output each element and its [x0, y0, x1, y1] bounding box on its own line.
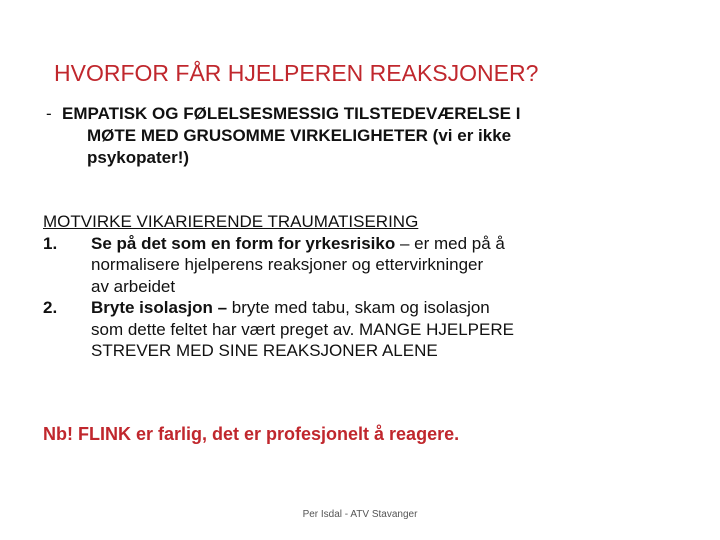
- intro-line: EMPATISK OG FØLELSESMESSIG TILSTEDEVÆRELSE I: [62, 104, 521, 123]
- bullet-dash: -: [46, 104, 52, 123]
- footer-credit: Per Isdal - ATV Stavanger: [302, 509, 418, 520]
- item-bold-text: Bryte isolasjon –: [91, 298, 228, 317]
- item-first-line: [91, 233, 663, 255]
- item-line: av arbeidet: [91, 276, 176, 296]
- item-line: som dette feltet har vært preget av. MANGE HJELPERE: [91, 319, 514, 339]
- item-text: bryte med tabu, skam og isolasjon: [227, 298, 490, 317]
- item-first-line: [91, 297, 663, 319]
- item-number: 1.: [43, 233, 58, 253]
- item-bold-text: Se på det som en form for yrkesrisiko: [91, 233, 396, 253]
- item-number: 2.: [43, 298, 58, 317]
- item-line: normalisere hjelperens reaksjoner og ettervirkninger: [91, 255, 484, 274]
- list-item: [43, 233, 663, 298]
- item-line: STREVER MED SINE REAKSJONER ALENE: [91, 341, 438, 360]
- intro-line: psykopater!): [87, 148, 190, 167]
- slide-title: HVORFOR FÅR HJELPEREN REAKSJONER?: [54, 60, 539, 86]
- list-item: [43, 297, 663, 362]
- section-vicarious-trauma: [43, 211, 663, 362]
- intro-line: MØTE MED GRUSOMME VIRKELIGHETER (vi er ikke: [87, 126, 512, 145]
- intro-text: [46, 103, 646, 169]
- nb-statement: Nb! FLINK er farlig, det er profesjonelt å reagere.: [43, 424, 460, 444]
- intro-bullet: [46, 103, 646, 169]
- item-text: – er med på å: [395, 233, 505, 253]
- section-heading: MOTVIRKE VIKARIERENDE TRAUMATISERING: [43, 212, 419, 231]
